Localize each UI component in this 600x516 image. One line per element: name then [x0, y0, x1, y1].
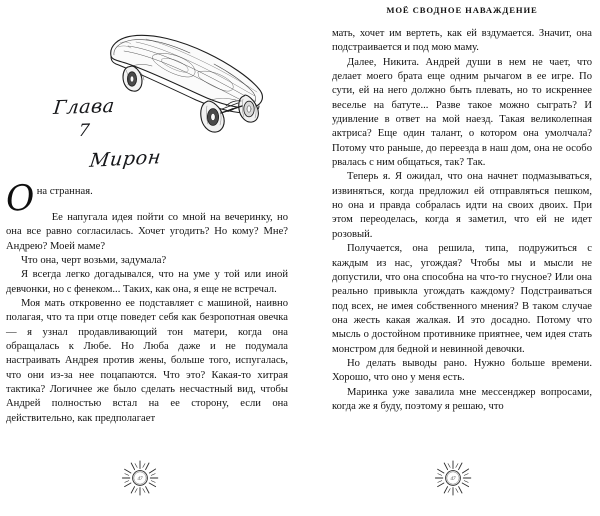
folio-number: 47 — [137, 477, 143, 482]
chapter-number: 7 — [77, 120, 91, 142]
paragraph: Что она, черт возьми, задумала? — [21, 255, 167, 267]
running-header: МОЁ СВОДНОЕ НАВАЖДЕНИЕ — [386, 5, 538, 15]
paragraph: Получается, она решила, типа, подружиться с каждым из нас, угождая? Чтобы мы и мысли не допустили, что она способна на что-то гнусное? Или она реально привыкла угождать каждому? Подстраиваться под всех, не имея собственного мнения? В таком случае она жесть какая жалкая. И это досадно. Потому что мысль о достойном противнике приятнее, чем идея стать монстром для бедной и невинной девочки. — [332, 243, 592, 355]
right-page — [300, 0, 600, 516]
folio-number: 47 — [450, 477, 456, 482]
paragraph: Моя мать откровенно ее подставляет с машиной, наивно полагая, что та при отце поведет себя как безропотная овечка — я узнал продавливающий тон матери, когда она обращалась к Любе. Но Люба даже и не подумала настраивать Андрея против жены, больше того, испугалась, что они из-за нее поцапаются. Что это? Какая-то хитрая тактика? Логичнее же было сделать несчастный вид, чтобы Андрей полностью встал на ее сторону, если она действительно, как предполагает — [6, 298, 288, 424]
paragraph: Далее, Никита. Андрей души в нем не чает, что делает моего брата еще одним рычагом в ее игре. По сути, ей на него должно быть плевать, но то искреннее веселье на батуте... Разве такое можно сыграть? И удивление в ответ на мой наезд. Такая великолепная актриса? Еще один талант, о котором она умолчала? Потому что раньше, до переезда в наш дом, она не особо рвалась с ним общаться, так? Так. — [332, 56, 592, 169]
right-page-body — [332, 19, 592, 414]
paragraph: Маринка уже завалила мне мессенджер вопросами, когда же я буду, поэтому я решаю, что — [332, 386, 592, 412]
paragraph: Я всегда легко догадывался, что на уме у той или иной девчонки, но с фенеком... Таких, как она, я еще не встречал. — [6, 269, 288, 295]
paragraph-dropcap — [4, 178, 288, 220]
chapter-word: Глава — [52, 94, 116, 120]
paragraph-text: на странная. — [36, 186, 93, 197]
sun-ornament-icon — [116, 454, 164, 502]
paragraph: Ее напугала идея пойти со мной на вечеринку, но она все равно согласилась. Хочет угодить? Но кому? Мне? Андрею? Моей маме? — [6, 212, 288, 252]
paragraph: мать, хочет им вертеть, как ей вздумается. Значит, она подстраивается и под мою маму. — [332, 28, 592, 54]
chapter-label — [24, 94, 144, 142]
paragraph: Теперь я. Я ожидал, что она начнет подмазываться, извиняться, когда предложил ей отправляться пешком, но она и правда собралась идти на своих двоих. При этом переоделась, когда я заметил, что ей не идет розовый. — [332, 171, 592, 240]
narrator-name: Мирон — [88, 146, 163, 172]
sun-ornament-icon — [429, 454, 477, 502]
chapter-opener — [6, 0, 288, 185]
paragraph: Но делать выводы рано. Нужно больше времени. Хорошо, что оно у меня есть. — [332, 357, 592, 384]
drop-cap: О — [4, 178, 37, 220]
left-page-body — [4, 178, 288, 426]
